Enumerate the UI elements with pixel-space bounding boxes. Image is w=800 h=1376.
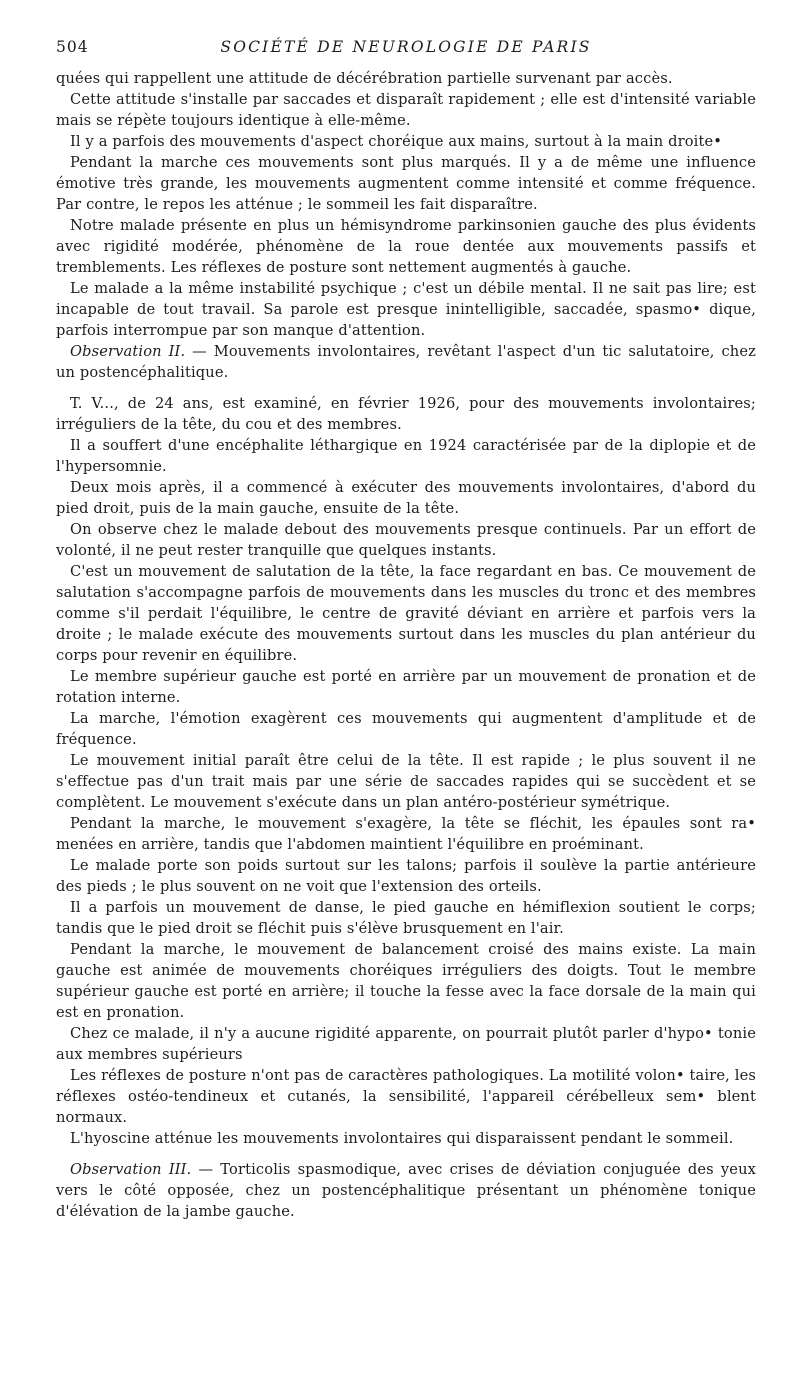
paragraph-text: Il y a parfois des mouvements d'aspect choréique aux mains, surtout à la main droite•: [70, 133, 723, 150]
paragraph: [56, 131, 756, 152]
paragraph: [56, 1023, 756, 1065]
paragraph-text: — Mouvements involontaires, revêtant l'aspect d'un tic salutatoire, chez un postencéphalitique.: [56, 343, 756, 381]
paragraph: [56, 477, 756, 519]
paragraph-text: Pendant la marche ces mouvements sont plus marqués. Il y a de même une influence émotive très grande, les mouvements augmentent comme intensité et comme fréquence. Par contre, le repos les atténue ; le sommeil les fait disparaître.: [56, 154, 756, 213]
paragraph-text: Notre malade présente en plus un hémisyndrome parkinsonien gauche des plus évidents avec rigidité modérée, phénomène de la roue dentée aux mouvements passifs et tremblements. Les réflexes de posture sont nettement augmentés à gauche.: [56, 217, 756, 276]
paragraph-text: Les réflexes de posture n'ont pas de caractères pathologiques. La motilité volon• taire, les réflexes ostéo-tendineux et cutanés, la sensibilité, l'appareil cérébelleux sem• blent normaux.: [56, 1067, 756, 1126]
paragraph-text: Le malade porte son poids surtout sur les talons; parfois il soulève la partie antérieure des pieds ; le plus souvent on ne voit que l'extension des orteils.: [56, 857, 756, 895]
paragraph-text: La marche, l'émotion exagèrent ces mouvements qui augmentent d'amplitude et de fréquence.: [56, 710, 756, 748]
body-text: [56, 68, 756, 1222]
paragraph: [56, 1128, 756, 1149]
paragraph-text: Le mouvement initial paraît être celui de la tête. Il est rapide ; le plus souvent il ne s'effectue pas d'un trait mais par une série de saccades rapides qui se succèdent et se complètent. Le mouvement s'exécute dans un plan antéro-postérieur symétrique.: [56, 752, 756, 811]
paragraph: [56, 708, 756, 750]
paragraph: [56, 435, 756, 477]
observation-heading: [56, 341, 756, 383]
paragraph-text: L'hyoscine atténue les mouvements involontaires qui disparaissent pendant le sommeil.: [70, 1130, 734, 1147]
paragraph: [56, 393, 756, 435]
paragraph: [56, 215, 756, 278]
paragraph: [56, 666, 756, 708]
paragraph-text: Deux mois après, il a commencé à exécuter des mouvements involontaires, d'abord du pied droit, puis de la main gauche, ensuite de la tête.: [56, 479, 756, 517]
paragraph-text: T. V..., de 24 ans, est examiné, en février 1926, pour des mouvements involontaires; irréguliers de la tête, du cou et des membres.: [56, 395, 756, 433]
paragraph-text: Il a souffert d'une encéphalite léthargique en 1924 caractérisée par de la diplopie et de l'hypersomnie.: [56, 437, 756, 475]
paragraph-text: Pendant la marche, le mouvement s'exagère, la tête se fléchit, les épaules sont ra• menées en arrière, tandis que l'abdomen maintient l'équilibre en proéminant.: [56, 815, 756, 853]
paragraph: [56, 855, 756, 897]
paragraph-text: On observe chez le malade debout des mouvements presque continuels. Par un effort de volonté, il ne peut rester tranquille que quelques instants.: [56, 521, 756, 559]
paragraph-text: Il a parfois un mouvement de danse, le pied gauche en hémiflexion soutient le corps; tandis que le pied droit se fléchit puis s'élève brusquement en l'air.: [56, 899, 756, 937]
page-number: 504: [56, 38, 89, 56]
paragraph: [56, 813, 756, 855]
paragraph-text: C'est un mouvement de salutation de la tête, la face regardant en bas. Ce mouvement de salutation s'accompagne parfois de mouvements dans les muscles du tronc et des membres comme s'il perdait l'équilibre, le centre de gravité déviant en arrière et parfois vers la droite ; le malade exécute des mouvements surtout dans les muscles du plan antérieur du corps pour revenir en équilibre.: [56, 563, 756, 664]
page: [56, 38, 756, 1222]
observation-label: Observation III.: [70, 1161, 192, 1178]
observation-label: Observation II.: [70, 343, 186, 360]
running-title: SOCIÉTÉ DE NEUROLOGIE DE PARIS: [220, 38, 592, 56]
paragraph-text: Le membre supérieur gauche est porté en arrière par un mouvement de pronation et de rotation interne.: [56, 668, 756, 706]
paragraph: [56, 278, 756, 341]
paragraph: [56, 939, 756, 1023]
paragraph: [56, 152, 756, 215]
paragraph: [56, 897, 756, 939]
paragraph: [56, 750, 756, 813]
paragraph: [56, 519, 756, 561]
paragraph-text: quées qui rappellent une attitude de décérébration partielle survenant par accès.: [56, 70, 673, 87]
observation-heading: [56, 1159, 756, 1222]
paragraph-text: — Torticolis spasmodique, avec crises de déviation conjuguée des yeux vers le côté opposée, chez un postencéphalitique présentant un phénomène tonique d'élévation de la jambe gauche.: [56, 1161, 756, 1220]
paragraph-text: Le malade a la même instabilité psychique ; c'est un débile mental. Il ne sait pas lire; est incapable de tout travail. Sa parole est presque inintelligible, saccadée, spasmo• dique, parfois interrompue par son manque d'attention.: [56, 280, 756, 339]
paragraph: [56, 1065, 756, 1128]
paragraph-text: Pendant la marche, le mouvement de balancement croisé des mains existe. La main gauche est animée de mouvements choréiques irréguliers des doigts. Tout le membre supérieur gauche est porté en arrière; il touche la fesse avec la face dorsale de la main qui est en pronation.: [56, 941, 756, 1021]
paragraph-text: Cette attitude s'installe par saccades et disparaît rapidement ; elle est d'intensité variable mais se répète toujours identique à elle-même.: [56, 91, 756, 129]
paragraph-text: Chez ce malade, il n'y a aucune rigidité apparente, on pourrait plutôt parler d'hypo• tonie aux membres supérieurs: [56, 1025, 756, 1063]
paragraph: [56, 89, 756, 131]
paragraph: [56, 561, 756, 666]
paragraph: [56, 68, 756, 89]
page-header: [56, 38, 756, 68]
